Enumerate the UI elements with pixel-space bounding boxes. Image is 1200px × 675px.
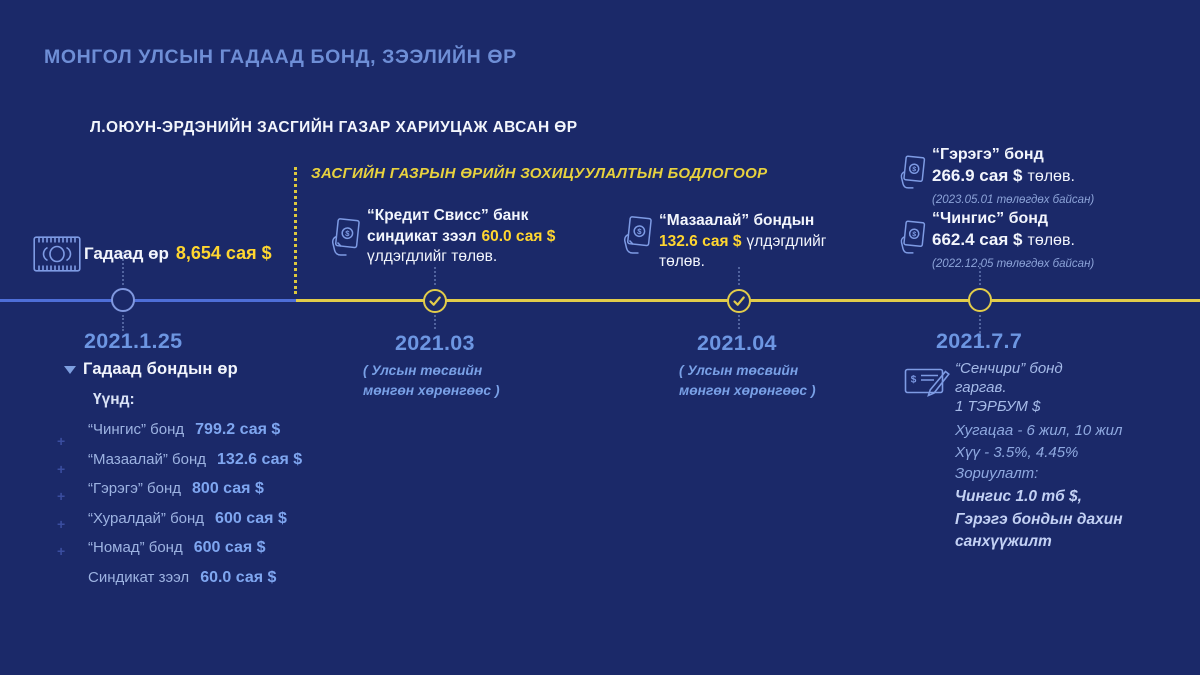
event-line: төлөв. — [659, 253, 705, 270]
plus-decoration: + — [57, 461, 66, 477]
triangle-marker-icon — [64, 366, 76, 374]
plus-decoration: + — [57, 516, 66, 532]
timeline-date: 2021.04 — [697, 331, 777, 355]
dotted-connector — [738, 315, 740, 329]
money-hand-icon — [330, 218, 362, 258]
external-debt-summary — [84, 243, 272, 264]
page-subtitle: Л.ОЮУН-ЭРДЭНИЙН ЗАСГИЙН ГАЗАР ХАРИУЦАЖ АВСАН ӨР — [90, 119, 578, 136]
cheque-pen-icon — [904, 366, 950, 402]
timeline-date: 2021.1.25 — [84, 329, 183, 353]
summary-label: Гадаад өр — [84, 244, 169, 263]
paid-bond-gerege — [932, 145, 1094, 211]
svg-text:$: $ — [344, 228, 351, 239]
dotted-connector — [434, 267, 436, 285]
event-line: “Мазаалай” бондын — [659, 212, 815, 229]
check-icon — [422, 288, 448, 314]
event-mazaalai — [659, 211, 826, 273]
timeline-date: 2021.03 — [395, 331, 475, 355]
dotted-connector — [979, 263, 981, 285]
money-hand-icon — [899, 155, 927, 191]
bond-list — [88, 421, 302, 598]
bond-list-item: “Мазаалай” бонд 132.6 сая $ — [88, 450, 303, 468]
svg-text:$: $ — [911, 231, 917, 239]
policy-dotted-divider — [294, 167, 297, 294]
money-hand-icon — [899, 220, 927, 256]
timeline-caption: ( Улсын төсвийн мөнгөн хөрөнгөөс ) — [679, 363, 816, 398]
bond-amount-line: 662.4 сая $ төлөв. — [932, 229, 1075, 249]
timeline-node-circle — [968, 288, 992, 312]
timeline-date: 2021.7.7 — [936, 329, 1023, 353]
policy-section-header: ЗАСГИЙН ГАЗРЫН ӨРИЙН ЗОХИЦУУЛАЛТЫН БОДЛОГООР — [311, 165, 768, 182]
bond-list-item: “Чингис” бонд 799.2 сая $ — [88, 421, 281, 438]
event-line: “Кредит Свисс” банк — [367, 207, 529, 224]
timeline-line-blue — [0, 299, 296, 302]
timeline-node-circle — [111, 288, 135, 312]
bond-note: (2022.12.05 төлөгдөх байсан) — [932, 258, 1095, 270]
senchiri-highlights: Чингис 1.0 тб $, Гэрэгэ бондын дахин санхүүжилт — [955, 488, 1123, 550]
svg-text:$: $ — [911, 166, 917, 174]
summary-value: 8,654 сая $ — [175, 243, 272, 263]
bond-list-item: Синдикат зээл 60.0 сая $ — [88, 568, 277, 586]
dotted-connector — [434, 315, 436, 329]
bond-name: “Чингис” бонд — [932, 210, 1049, 227]
svg-text:$: $ — [910, 374, 917, 386]
money-hand-icon — [622, 216, 654, 256]
amount-highlight: 60.0 сая $ — [481, 227, 556, 245]
event-line: үлдэгдлийг төлөв. — [367, 248, 498, 265]
plus-decoration: + — [57, 543, 66, 559]
bond-amount-line: 266.9 сая $ төлөв. — [932, 165, 1075, 185]
svg-text:$: $ — [636, 226, 643, 237]
event-line: синдикат зээл 60.0 сая $ — [367, 227, 556, 245]
dotted-connector — [738, 267, 740, 285]
senchiri-details: Хугацаа - 6 жил, 10 жил Хүү - 3.5%, 4.45% Зориулалт: — [955, 422, 1123, 482]
bond-list-item: “Хуралдай” бонд 600 сая $ — [88, 509, 287, 527]
timeline-caption: ( Улсын төсвийн мөнгөн хөрөнгөөс ) — [363, 363, 500, 398]
banknote-icon — [33, 236, 81, 272]
amount-highlight: 132.6 сая $ — [659, 232, 742, 250]
event-line: 132.6 сая $ үлдэгдлийг — [659, 232, 827, 250]
bond-detail-subheading: Үүнд: — [93, 391, 135, 408]
bond-list-item: “Номад” бонд 600 сая $ — [88, 539, 266, 556]
page-title: МОНГОЛ УЛСЫН ГАДААД БОНД, ЗЭЭЛИЙН ӨР — [44, 46, 517, 68]
plus-decoration: + — [57, 488, 66, 504]
dotted-connector — [122, 252, 124, 285]
event-credit-suisse — [367, 206, 555, 268]
senchiri-intro: “Сенчири” бонд гаргав. 1 ТЭРБУМ $ — [955, 360, 1063, 415]
bond-detail-heading: Гадаад бондын өр — [83, 360, 238, 378]
bond-name: “Гэрэгэ” бонд — [932, 146, 1044, 163]
check-icon — [726, 288, 752, 314]
plus-decoration: + — [57, 433, 66, 449]
paid-bond-chingis — [932, 209, 1094, 275]
bond-note: (2023.05.01 төлөгдөх байсан) — [932, 194, 1095, 206]
bond-list-item: “Гэрэгэ” бонд 800 сая $ — [88, 480, 264, 497]
